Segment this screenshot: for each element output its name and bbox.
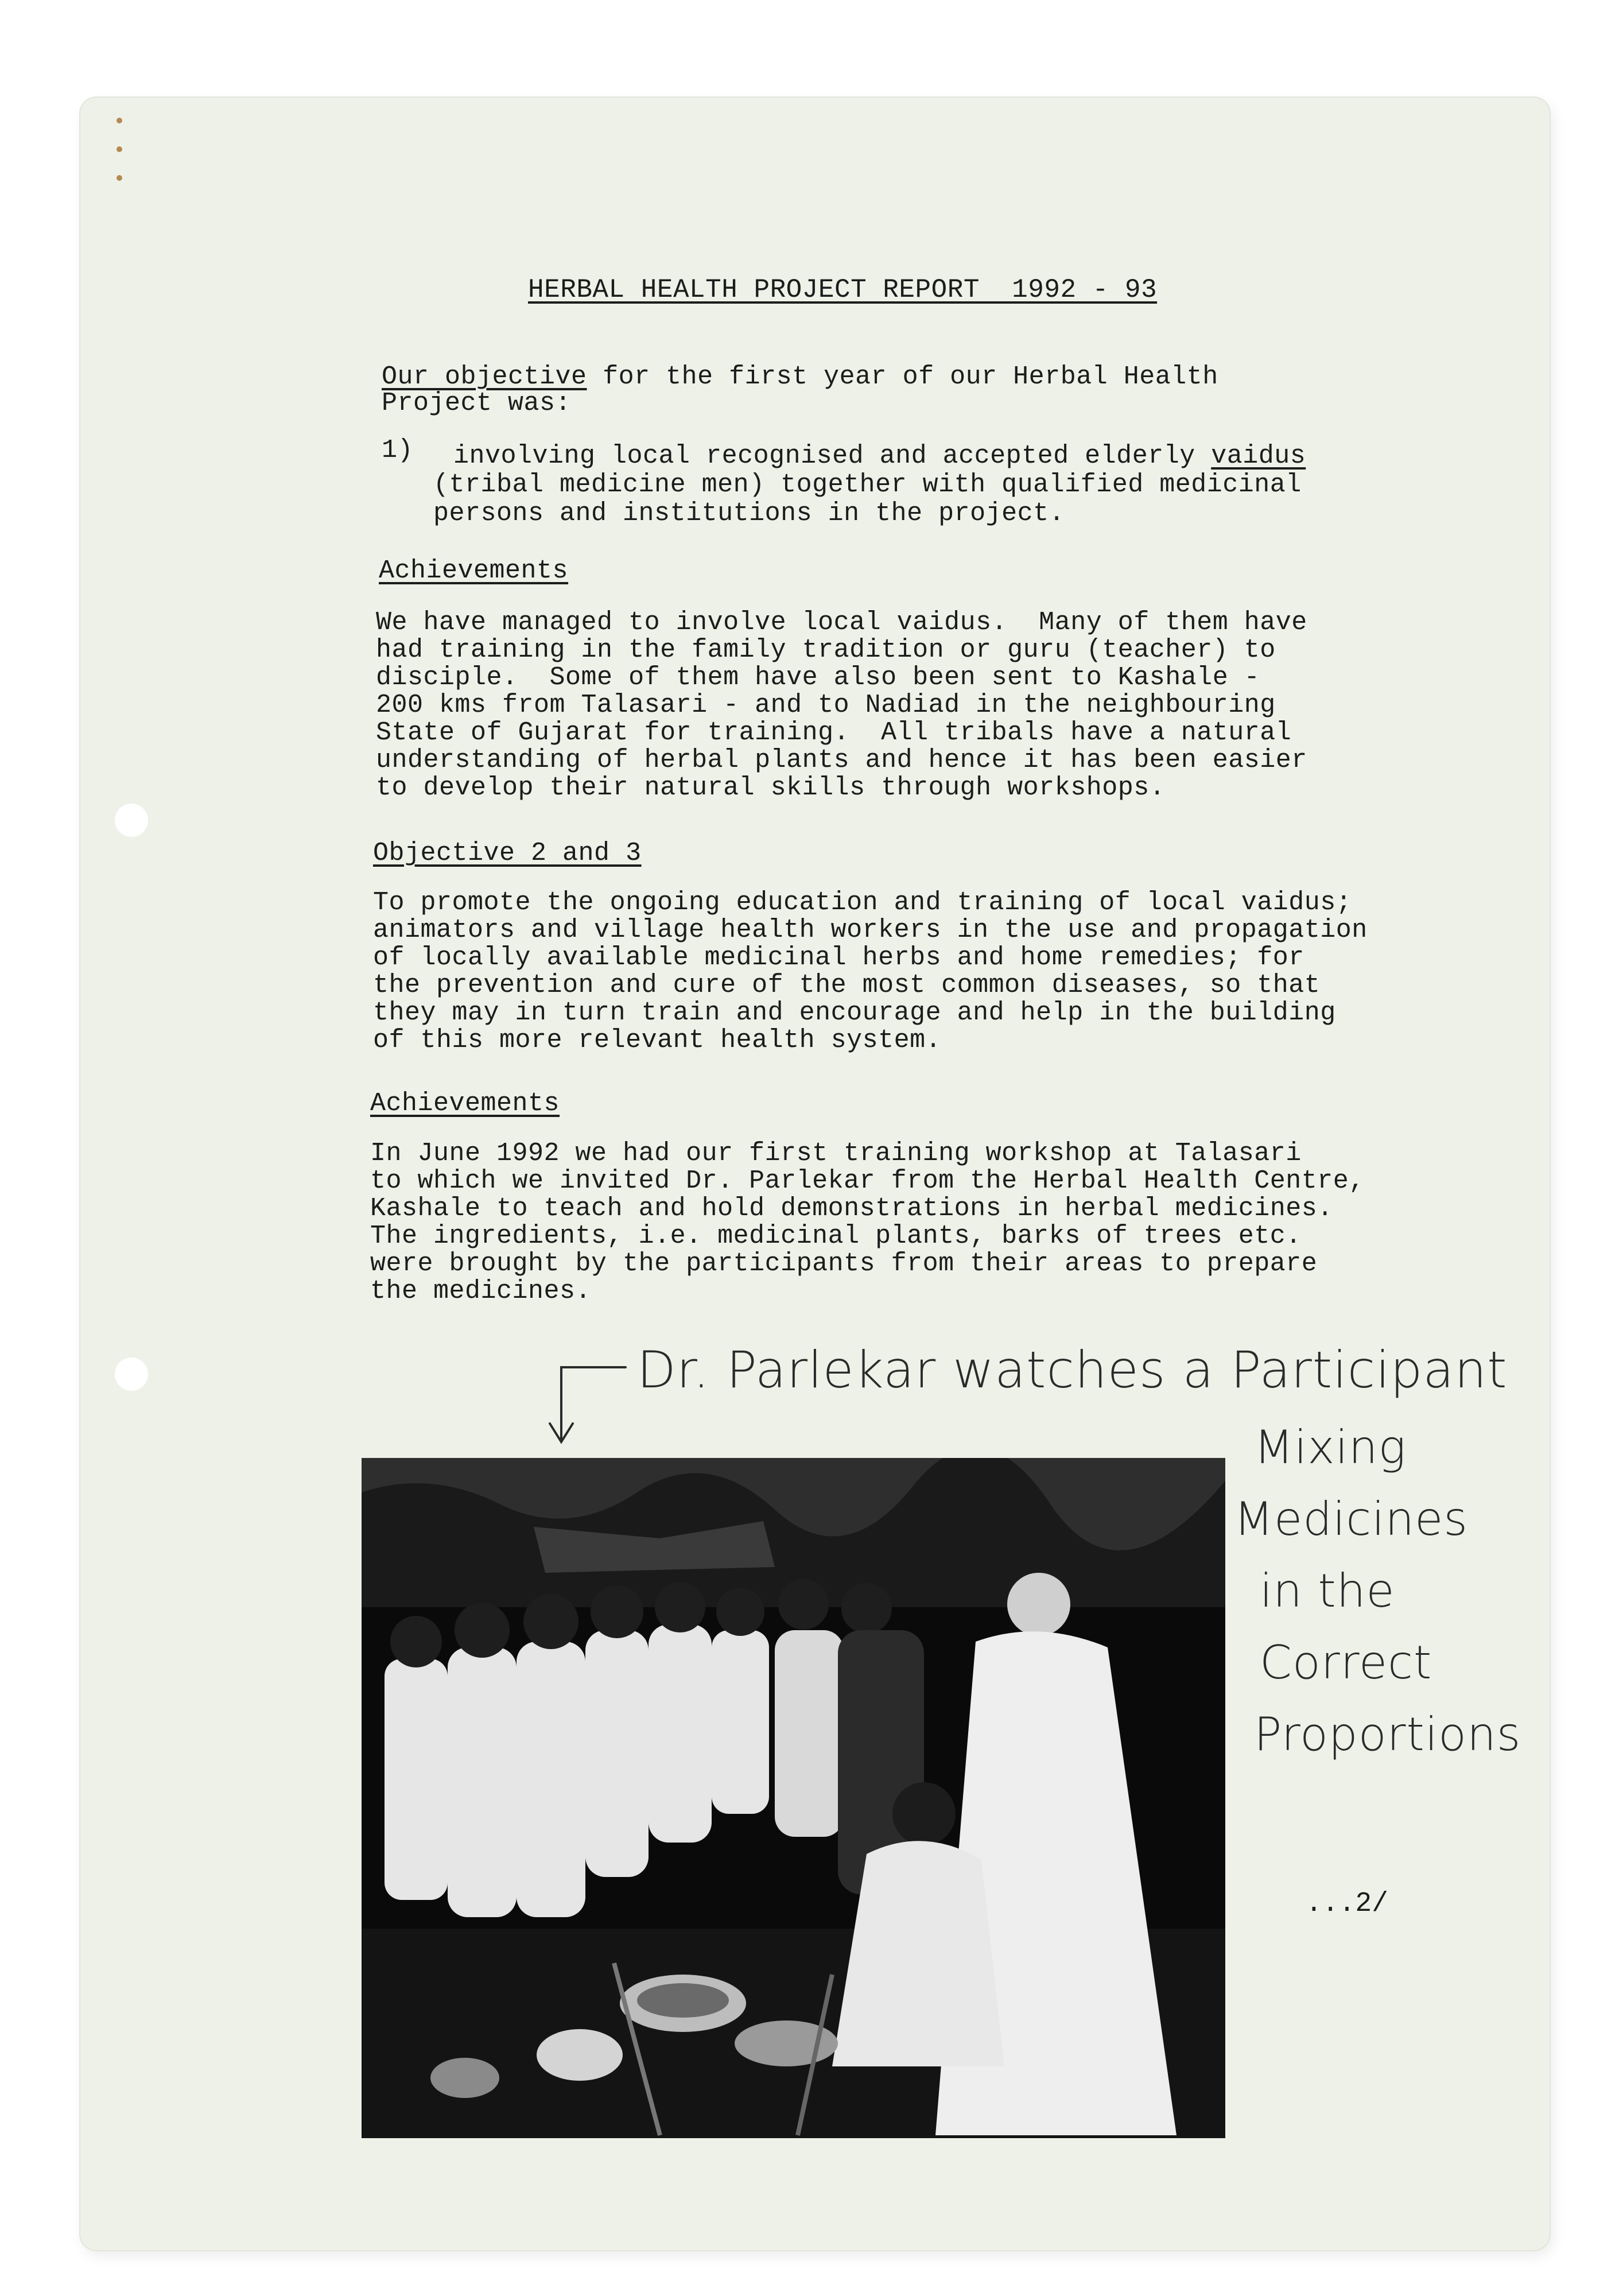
paragraph-line: State of Gujarat for training. All tribals have a natural	[376, 718, 1292, 747]
paragraph-line: Kashale to teach and hold demonstrations in herbal medicines.	[370, 1194, 1333, 1223]
achievements-heading-1: Achievements	[379, 556, 569, 585]
caption-arrow	[545, 1343, 649, 1452]
paragraph-line: In June 1992 we had our first training workshop at Talasari	[370, 1139, 1302, 1168]
workshop-photo	[362, 1458, 1225, 2138]
punch-hole-bottom	[115, 1358, 148, 1391]
paragraph-line: had training in the family tradition or guru (teacher) to	[376, 635, 1276, 665]
objective-item-line2: (tribal medicine men) together with qualified medicinal	[433, 470, 1302, 499]
objective-item-number: 1)	[382, 436, 414, 465]
objective-item-line3: persons and institutions in the project.	[433, 499, 1065, 528]
rust-speck	[117, 175, 122, 181]
paragraph-line: to which we invited Dr. Parlekar from the Herbal Health Centre,	[370, 1166, 1365, 1196]
objective-item-line1-text: involving local recognised and accepted elderly	[453, 441, 1212, 471]
caption-top: Dr. Parlekar watches a Participant	[637, 1340, 1508, 1399]
paragraph-line: the medicines.	[370, 1277, 592, 1306]
paragraph-line: to develop their natural skills through workshops.	[376, 773, 1166, 802]
caption-side-line: Proportions	[1254, 1708, 1521, 1761]
report-title: HERBAL HEALTH PROJECT REPORT 1992 - 93	[528, 275, 1158, 305]
caption-side-line: Mixing	[1254, 1421, 1407, 1474]
paragraph-line: they may in turn train and encourage and help in the building	[373, 998, 1336, 1027]
paragraph-line: 200 kms from Talasari - and to Nadiad in the neighbouring	[376, 691, 1276, 720]
objective-intro-line2: Project was:	[382, 389, 572, 418]
paragraph-line: the prevention and cure of the most common diseases, so that	[373, 971, 1321, 1000]
objective-heading: Our objective	[382, 362, 587, 391]
objective-intro-line	[382, 363, 1218, 391]
rust-speck	[117, 146, 122, 152]
objective-2-3-heading: Objective 2 and 3	[373, 839, 642, 868]
paragraph-line: We have managed to involve local vaidus. Many of them have	[376, 608, 1307, 637]
achievements-heading-2: Achievements	[370, 1089, 560, 1118]
caption-side-line: Correct	[1260, 1636, 1432, 1689]
vaidus-term: vaidus	[1211, 441, 1306, 471]
paragraph-line: disciple. Some of them have also been sent to Kashale -	[376, 663, 1260, 692]
paragraph-line: of locally available medicinal herbs and home remedies; for	[373, 943, 1304, 972]
paragraph-line: The ingredients, i.e. medicinal plants, barks of trees etc.	[370, 1221, 1302, 1251]
rust-speck	[117, 118, 122, 123]
objective-intro-rest: for the first year of our Herbal Health	[587, 362, 1218, 391]
caption-side-line: Medicines	[1234, 1492, 1469, 1546]
paragraph-line: animators and village health workers in the use and propagation	[373, 916, 1368, 945]
punch-hole-top	[115, 804, 148, 837]
paragraph-line: To promote the ongoing education and training of local vaidus;	[373, 888, 1352, 917]
caption-side-line: in the	[1260, 1564, 1395, 1618]
paragraph-line: understanding of herbal plants and hence it has been easier	[376, 746, 1307, 775]
paragraph-line: of this more relevant health system.	[373, 1026, 942, 1055]
objective-item-line1	[453, 442, 1306, 471]
page-continuation-marker: ...2/	[1306, 1888, 1389, 1919]
paragraph-line: were brought by the participants from their areas to prepare	[370, 1249, 1318, 1278]
